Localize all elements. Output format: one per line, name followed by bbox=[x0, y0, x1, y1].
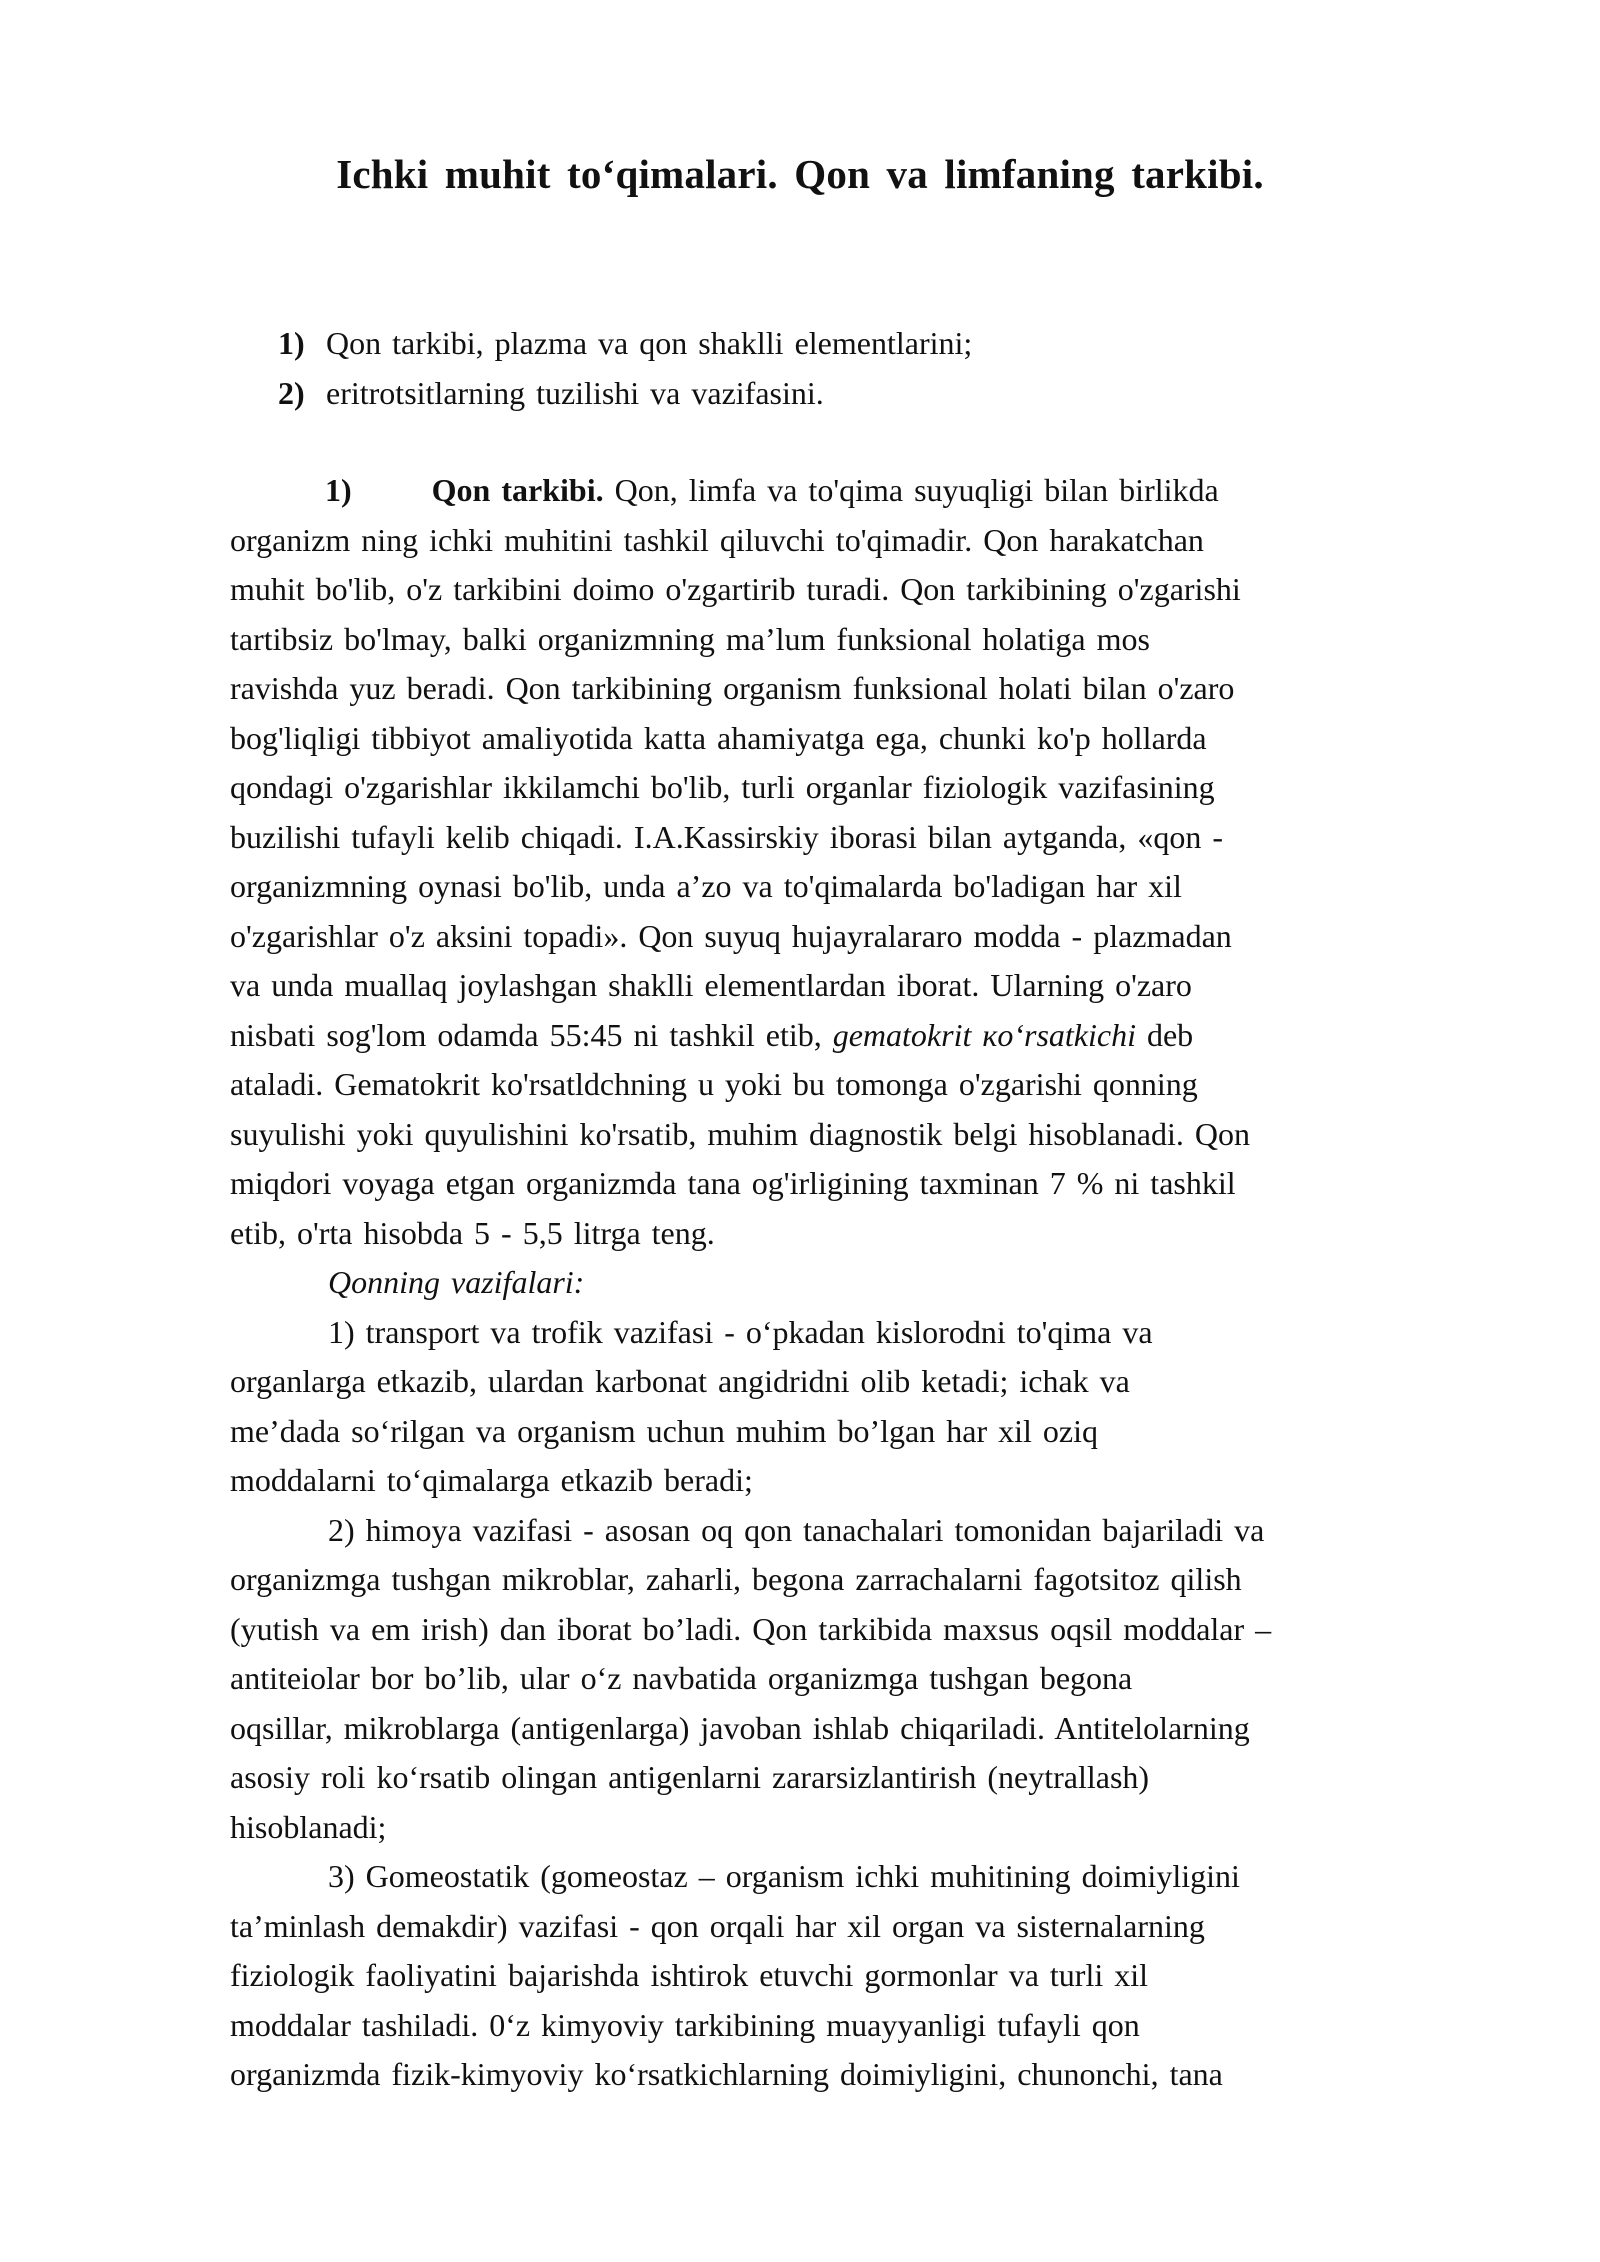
paragraph-line: ravishda yuz beradi. Qon tarkibining organism funksional holati bilan o'zaro bbox=[230, 670, 1235, 706]
paragraph-line: tartibsiz bo'lmay, balki organizmning ma’lum funksional holatiga mos bbox=[230, 620, 1150, 657]
plan-item-number: 1) bbox=[278, 325, 305, 361]
paragraph-line: organizmga tushgan mikroblar, zaharli, begona zarrachalarni fagotsitoz qilish bbox=[230, 1561, 1242, 1597]
paragraph-line: antiteiolar bor bo’lib, ular o‘z navbatida organizmga tushgan begona bbox=[230, 1660, 1133, 1696]
paragraph-line: organizm ning ichki muhitini tashkil qiluvchi to'qimadir. Qon harakatchan bbox=[230, 521, 1204, 558]
paragraph-line: bog'liqligi tibbiyot amaliyotida katta ahamiyatga ega, chunki ko'p hollarda bbox=[230, 719, 1207, 756]
paragraph-line: buzilishi tufayli kelib chiqadi. I.A.Kassirskiy iborasi bilan aytganda, «qon - bbox=[230, 818, 1224, 855]
function-item-first-line: 3) Gomeostatik (gomeostaz – organism ichki muhitining doimiyligini bbox=[328, 1858, 1240, 1894]
plan-item bbox=[278, 368, 972, 418]
plan-item bbox=[278, 318, 972, 368]
plan-item-text: eritrotsitlarning tuzilishi va vazifasini. bbox=[326, 375, 824, 411]
section-heading-line bbox=[230, 466, 1480, 516]
plan-item-text: Qon tarkibi, plazma va qon shaklli elementlarini; bbox=[326, 325, 973, 361]
document-title: Ichki muhit to‘qimalari. Qon va limfaning tarkibi. bbox=[336, 151, 1264, 197]
text-segment: nisbati sog'lom odamda 55:45 ni tashkil etib, bbox=[230, 1016, 833, 1053]
paragraph-line: me’dada so‘rilgan va organism uchun muhim bo’lgan har xil oziq bbox=[230, 1412, 1098, 1449]
paragraph-line: oqsillar, mikroblarga (antigenlarga) javoban ishlab chiqariladi. Antitelolarning bbox=[230, 1709, 1250, 1746]
paragraph-line: organlarga etkazib, ulardan karbonat angidridni olib ketadi; ichak va bbox=[230, 1363, 1130, 1399]
paragraph-line: ataladi. Gematokrit ko'rsatldchning u yoki bu tomonga o'zgarishi qonning bbox=[230, 1066, 1198, 1102]
function-item-first-line: 2) himoya vazifasi - asosan oq qon tanachalari tomonidan bajariladi va bbox=[328, 1511, 1265, 1548]
paragraph-line: miqdori voyaga etgan organizmda tana og'irligining taxminan 7 % ni tashkil bbox=[230, 1165, 1236, 1201]
paragraph-line: suyulishi yoki quyulishini ko'rsatib, muhim diagnostik belgi hisoblanadi. Qon bbox=[230, 1115, 1250, 1152]
section-number: 1) bbox=[325, 472, 352, 508]
paragraph-line: organizmda fizik-kimyoviy ko‘rsatkichlarning doimiyligini, chunonchi, tana bbox=[230, 2056, 1223, 2092]
plan-item-number: 2) bbox=[278, 375, 305, 411]
paragraph-line: etib, o'rta hisobda 5 - 5,5 litrga teng. bbox=[230, 1214, 715, 1251]
section-heading: Qon tarkibi. bbox=[431, 472, 604, 508]
paragraph-line: Qon, limfa va to'qima suyuqligi bilan birlikda bbox=[603, 472, 1219, 508]
paragraph-line: asosiy roli ko‘rsatib olingan antigenlarni zararsizlantirish (neytrallash) bbox=[230, 1759, 1150, 1795]
paragraph-line: hisoblanadi; bbox=[230, 1808, 387, 1845]
paragraph-line: o'zgarishlar o'z aksini topadi». Qon suyuq hujayralararo modda - plazmadan bbox=[230, 917, 1232, 954]
functions-heading: Qonning vazifalari: bbox=[328, 1264, 585, 1300]
paragraph-line: va unda muallaq joylashgan shaklli elementlardan iborat. Ularning o'zaro bbox=[230, 967, 1192, 1003]
paragraph-line: organizmning oynasi bo'lib, unda a’zo va to'qimalarda bo'ladigan har xil bbox=[230, 868, 1182, 904]
paragraph-line: qondagi o'zgarishlar ikkilamchi bo'lib, turli organlar fiziologik vazifasining bbox=[230, 769, 1215, 805]
document-body bbox=[230, 466, 1480, 2100]
paragraph-line: moddalar tashiladi. 0‘z kimyoviy tarkibining muayyanligi tufayli qon bbox=[230, 2006, 1140, 2043]
function-item-first-line: 1) transport va trofik vazifasi - o‘pkadan kislorodni to'qima va bbox=[328, 1313, 1153, 1350]
italic-term: gematokrit кo‘rsatkichi bbox=[832, 1016, 1136, 1053]
paragraph-line: muhit bo'lib, o'z tarkibini doimo o'zgartirib turadi. Qon tarkibining o'zgarishi bbox=[230, 571, 1241, 607]
paragraph-line: fiziologik faoliyatini bajarishda ishtirok etuvchi gormonlar va turli xil bbox=[230, 1957, 1149, 1993]
text-segment: deb bbox=[1135, 1016, 1194, 1053]
paragraph-line bbox=[230, 1011, 1480, 1061]
paragraph-line: (yutish va em irish) dan iborat bo’ladi. Qon tarkibida maxsus oqsil moddalar – bbox=[230, 1610, 1272, 1647]
paragraph-line: moddalarni to‘qimalarga etkazib beradi; bbox=[230, 1462, 753, 1498]
paragraph-line: ta’minlash demakdir) vazifasi - qon orqali har xil organ va sisternalarning bbox=[230, 1907, 1205, 1944]
topic-plan-list bbox=[278, 318, 972, 418]
